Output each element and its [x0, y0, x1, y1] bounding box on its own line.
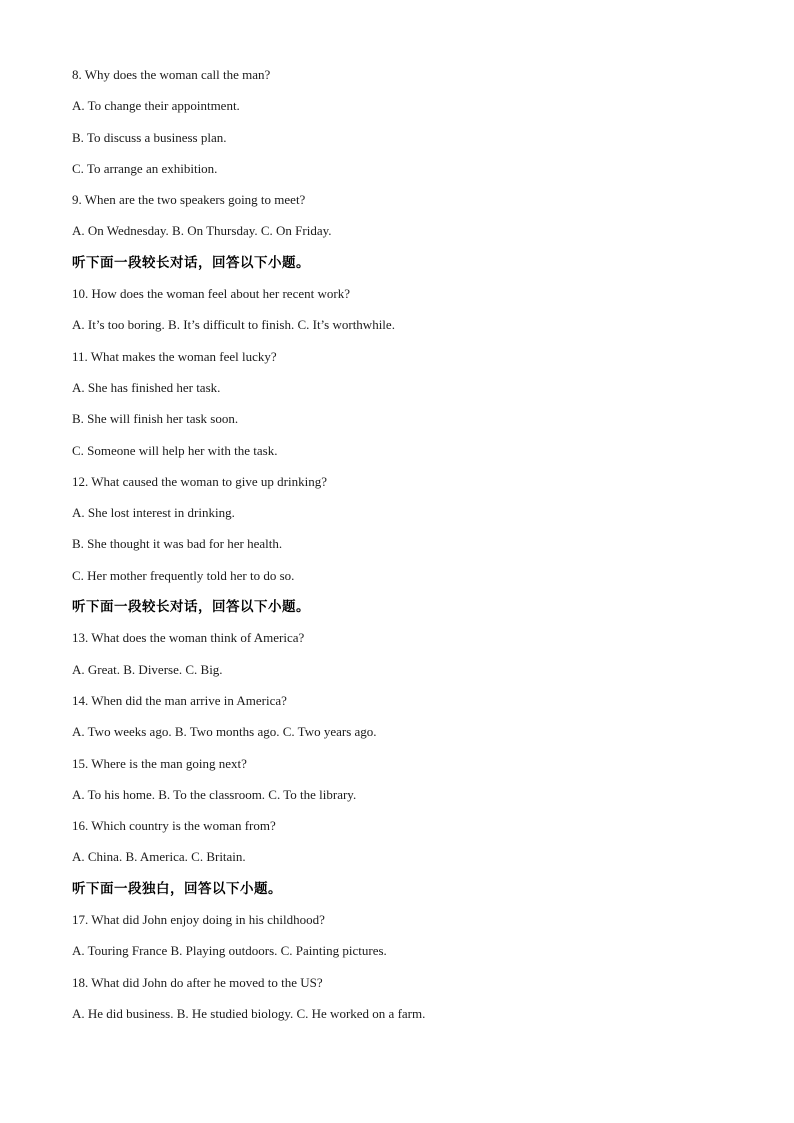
question-line: 16. Which country is the woman from?	[72, 818, 276, 834]
document-page	[72, 64, 722, 1034]
question-line: 15. Where is the man going next?	[72, 755, 247, 771]
question-line: A. Touring France B. Playing outdoors. C. Painting pictures.	[72, 943, 387, 959]
question-line: C. To arrange an exhibition.	[72, 160, 218, 176]
question-line: B. She will finish her task soon.	[72, 411, 239, 427]
question-line: 14. When did the man arrive in America?	[72, 692, 287, 708]
question-line: 18. What did John do after he moved to the US?	[72, 974, 323, 990]
question-line: 9. When are the two speakers going to meet?	[72, 192, 306, 208]
question-line: 10. How does the woman feel about her recent work?	[72, 286, 350, 302]
question-line: A. Great. B. Diverse. C. Big.	[72, 661, 223, 677]
question-line: C. Her mother frequently told her to do so.	[72, 567, 295, 583]
question-line: A. She has finished her task.	[72, 379, 221, 395]
question-line: 17. What did John enjoy doing in his childhood?	[72, 912, 325, 928]
question-line: 13. What does the woman think of America?	[72, 630, 305, 646]
question-line: C. Someone will help her with the task.	[72, 442, 278, 458]
section-heading: 听下面一段独白，回答以下小题。	[72, 880, 282, 897]
question-line: A. To change their appointment.	[72, 98, 240, 114]
question-line: 8. Why does the woman call the man?	[72, 67, 271, 82]
question-line: B. She thought it was bad for her health.	[72, 536, 283, 552]
question-line: 11. What makes the woman feel lucky?	[72, 348, 277, 364]
question-line: A. To his home. B. To the classroom. C. To the library.	[72, 786, 357, 802]
question-line: A. It’s too boring. B. It’s difficult to finish. C. It’s worthwhile.	[72, 317, 395, 333]
question-line: A. She lost interest in drinking.	[72, 505, 235, 521]
section-heading: 听下面一段较长对话，回答以下小题。	[72, 254, 310, 271]
question-line: B. To discuss a business plan.	[72, 129, 227, 145]
question-line: 12. What caused the woman to give up drinking?	[72, 473, 328, 489]
question-line: A. Two weeks ago. B. Two months ago. C. Two years ago.	[72, 724, 377, 740]
question-line: A. China. B. America. C. Britain.	[72, 849, 246, 865]
question-line: A. On Wednesday. B. On Thursday. C. On Friday.	[72, 223, 332, 239]
section-heading: 听下面一段较长对话，回答以下小题。	[72, 599, 310, 616]
question-line: A. He did business. B. He studied biology. C. He worked on a farm.	[72, 1005, 426, 1021]
